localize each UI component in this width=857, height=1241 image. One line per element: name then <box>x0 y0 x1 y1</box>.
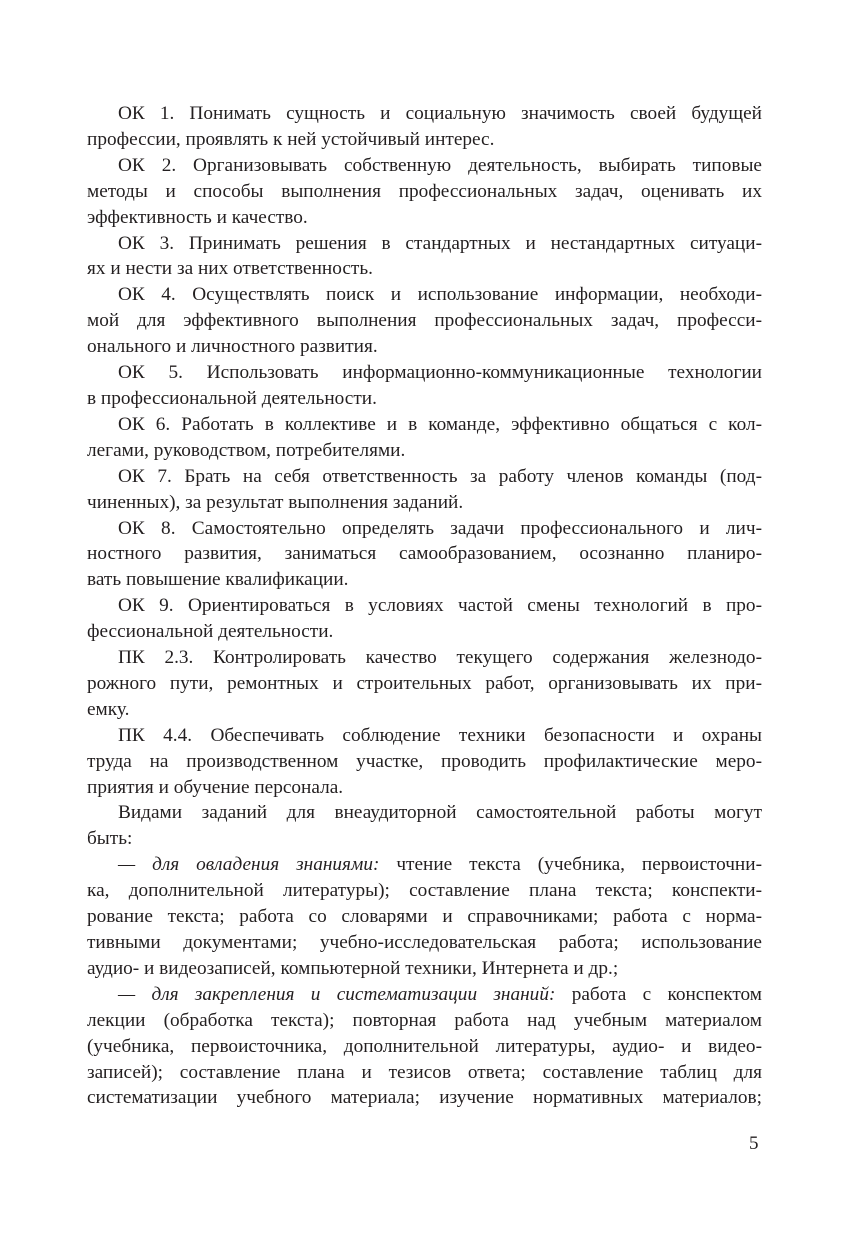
text-line: ОК 3. Принимать решения в стандартных и нестандартных ситуаци- <box>118 232 762 254</box>
text-line: емку. <box>87 698 130 720</box>
text-line: лекции (обработка текста); повторная работа над учебным материалом <box>87 1009 762 1031</box>
text-line: аудио- и видеозаписей, компьютерной техники, Интернета и др.; <box>87 957 619 979</box>
page-number: 5 <box>749 1133 759 1154</box>
text-line: (учебника, первоисточника, дополнительной литературы, аудио- и видео- <box>87 1035 762 1057</box>
text-line: рование текста; работа со словарями и справочниками; работа с норма- <box>87 906 762 928</box>
paragraph <box>87 800 762 852</box>
text-line: труда на производственном участке, проводить профилактические меро- <box>87 750 762 772</box>
document-body <box>87 101 762 1111</box>
text-line: ПК 4.4. Обеспечивать соблюдение техники безопасности и охраны <box>118 724 762 746</box>
text-line: профессии, проявлять к ней устойчивый интерес. <box>87 128 495 150</box>
paragraph <box>87 153 762 231</box>
text-line: онального и личностного развития. <box>87 336 378 358</box>
paragraph <box>87 101 762 153</box>
text-line: ОК 7. Брать на себя ответственность за работу членов команды (под- <box>118 465 762 487</box>
text-line: в профессиональной деятельности. <box>87 387 377 409</box>
paragraph <box>87 852 762 982</box>
text-line: ОК 2. Организовывать собственную деятельность, выбирать типовые <box>118 154 762 176</box>
italic-lead: — для закрепления и систематизации знаний: <box>118 983 556 1005</box>
text-line: приятия и обучение персонала. <box>87 776 344 798</box>
paragraph <box>87 412 762 464</box>
line-text: чтение текста (учебника, первоисточни- <box>379 854 762 876</box>
text-line: ОК 4. Осуществлять поиск и использование информации, необходи- <box>118 284 762 306</box>
text-line: записей); составление плана и тезисов ответа; составление таблиц для <box>87 1061 762 1083</box>
text-line: ПК 2.3. Контролировать качество текущего содержания железнодо- <box>118 647 762 669</box>
text-line: систематизации учебного материала; изучение нормативных материалов; <box>87 1087 762 1109</box>
text-line: ОК 5. Использовать информационно-коммуникационные технологии <box>118 362 762 384</box>
paragraph <box>87 360 762 412</box>
paragraph <box>87 464 762 516</box>
text-line: легами, руководством, потребителями. <box>87 439 406 461</box>
text-line: мой для эффективного выполнения профессиональных задач, професси- <box>87 310 762 332</box>
text-line <box>87 852 762 878</box>
text-line: рожного пути, ремонтных и строительных работ, организовывать их при- <box>87 672 762 694</box>
italic-lead: — для овладения знаниями: <box>118 854 380 876</box>
text-line <box>87 982 762 1008</box>
text-line: фессиональной деятельности. <box>87 621 334 643</box>
paragraph <box>87 645 762 723</box>
text-line: ка, дополнительной литературы); составление плана текста; конспекти- <box>87 880 762 902</box>
paragraph <box>87 593 762 645</box>
paragraph <box>87 723 762 801</box>
text-line: ОК 1. Понимать сущность и социальную значимость своей будущей <box>118 103 762 124</box>
text-line: ОК 6. Работать в коллективе и в команде, эффективно общаться с кол- <box>118 413 762 435</box>
text-line: методы и способы выполнения профессиональных задач, оценивать их <box>87 180 762 202</box>
text-line: ОК 8. Самостоятельно определять задачи профессионального и лич- <box>118 517 762 539</box>
paragraph <box>87 282 762 360</box>
line-text: работа с конспектом <box>555 983 762 1005</box>
text-line: ОК 9. Ориентироваться в условиях частой смены технологий в про- <box>118 595 762 617</box>
text-line: ностного развития, заниматься самообразованием, осознанно планиро- <box>87 543 762 565</box>
text-line: эффективность и качество. <box>87 206 308 228</box>
paragraph <box>87 516 762 594</box>
paragraph <box>87 982 762 1112</box>
text-line: Видами заданий для внеаудиторной самостоятельной работы могут <box>118 802 762 824</box>
paragraph <box>87 231 762 283</box>
text-line: тивными документами; учебно-исследовательская работа; использование <box>87 932 762 953</box>
text-line: вать повышение квалификации. <box>87 569 349 591</box>
text-line: ях и нести за них ответственность. <box>87 258 373 280</box>
text-line: чиненных), за результат выполнения заданий. <box>87 491 464 513</box>
text-line: быть: <box>87 828 133 850</box>
